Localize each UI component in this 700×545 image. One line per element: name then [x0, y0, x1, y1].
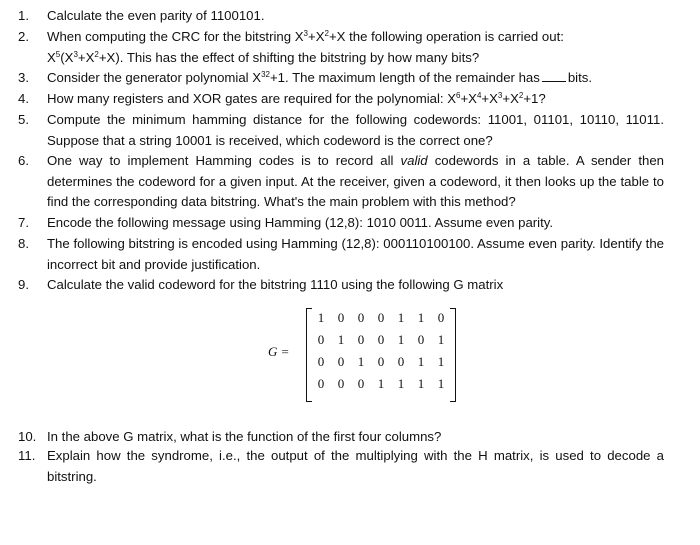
matrix-cell: 0 — [337, 376, 345, 391]
matrix-cell: 1 — [317, 310, 325, 325]
matrix-cell: 1 — [417, 376, 425, 391]
matrix-cell: 1 — [377, 376, 385, 391]
matrix-cell: 0 — [317, 376, 325, 391]
question-number: 11. — [18, 448, 36, 463]
matrix-row — [312, 354, 452, 374]
matrix-cell: 0 — [357, 310, 365, 325]
question-text: Explain how the syndrome, i.e., the output of the multiplying with the H matrix, is used to decode a bitstring. — [47, 448, 664, 484]
question-number: 6. — [18, 153, 29, 168]
question-text: Consider the generator polynomial $X^{32}+1$. The maximum length of the remainder has bits. — [47, 70, 593, 85]
matrix-cell: 0 — [357, 376, 365, 391]
question-number: 9. — [18, 277, 29, 292]
question-number: 7. — [18, 215, 29, 230]
question-number: 3. — [18, 70, 29, 85]
matrix-cell: 1 — [397, 376, 405, 391]
question-text: Calculate the even parity of 1100101. — [47, 8, 265, 23]
matrix-cell: 1 — [437, 376, 445, 391]
answer-blank — [542, 70, 566, 82]
matrix-body — [306, 306, 456, 402]
matrix-cell: 0 — [377, 354, 385, 369]
question-text: One way to implement Hamming codes is to record all valid codewords in a table. A sender then determines the codeword for a given input. At the receiver, given a codeword, it then looks up the table to find the corresponding data bitstring. What's the main problem with this method? — [47, 153, 665, 209]
matrix-cell: 0 — [337, 354, 345, 369]
matrix-cell: 0 — [317, 332, 325, 347]
matrix-cell: 0 — [417, 332, 425, 347]
question-text: How many registers and XOR gates are required for the polynomial: $X^6+X^4+X^3+X^2+1$? — [47, 91, 546, 106]
matrix-label: G = — [268, 344, 290, 359]
matrix-cell: 1 — [397, 332, 405, 347]
question-text: Calculate the valid codeword for the bitstring 1110 using the following G matrix — [47, 277, 504, 292]
matrix-cell: 1 — [337, 332, 345, 347]
question-number: 5. — [18, 112, 29, 127]
matrix-cell: 0 — [317, 354, 325, 369]
question-number: 2. — [18, 29, 29, 44]
matrix-cell: 1 — [417, 354, 425, 369]
matrix-cell: 0 — [377, 332, 385, 347]
question-number: 8. — [18, 236, 29, 251]
question-number: 1. — [18, 8, 29, 23]
g-matrix — [268, 306, 468, 402]
question-number: 10. — [18, 429, 37, 444]
question-text: Encode the following message using Hamming (12,8): 1010 0011. Assume even parity. — [47, 215, 554, 230]
matrix-cell: 0 — [437, 310, 445, 325]
matrix-cell: 0 — [397, 354, 405, 369]
question-text: In the above G matrix, what is the function of the first four columns? — [47, 429, 442, 444]
question-text: Compute the minimum hamming distance for the following codewords: 11001, 01101, 10110, 11011. Suppose that a string 10001 is received, which codeword is the correct one? — [47, 112, 664, 148]
matrix-cell: 0 — [357, 332, 365, 347]
matrix-cell: 1 — [397, 310, 405, 325]
matrix-row — [312, 310, 452, 330]
matrix-row — [312, 376, 452, 396]
matrix-row — [312, 332, 452, 352]
matrix-cell: 1 — [437, 354, 445, 369]
question-text: The following bitstring is encoded using Hamming (12,8): 000110100100. Assume even parity. Identify the incorrect bit and provide justification. — [47, 236, 664, 272]
matrix-cell: 1 — [357, 354, 365, 369]
matrix-cell: 1 — [417, 310, 425, 325]
matrix-cell: 1 — [437, 332, 445, 347]
question-number: 4. — [18, 91, 29, 106]
matrix-cell: 0 — [377, 310, 385, 325]
question-text: When computing the CRC for the bitstring $X^3+X^2+X$ the following operation is carried out: $X^5(X^3+X^2+X)$. This has the effect of shifting the bitstring by how many bits? — [47, 29, 564, 65]
matrix-cell: 0 — [337, 310, 345, 325]
